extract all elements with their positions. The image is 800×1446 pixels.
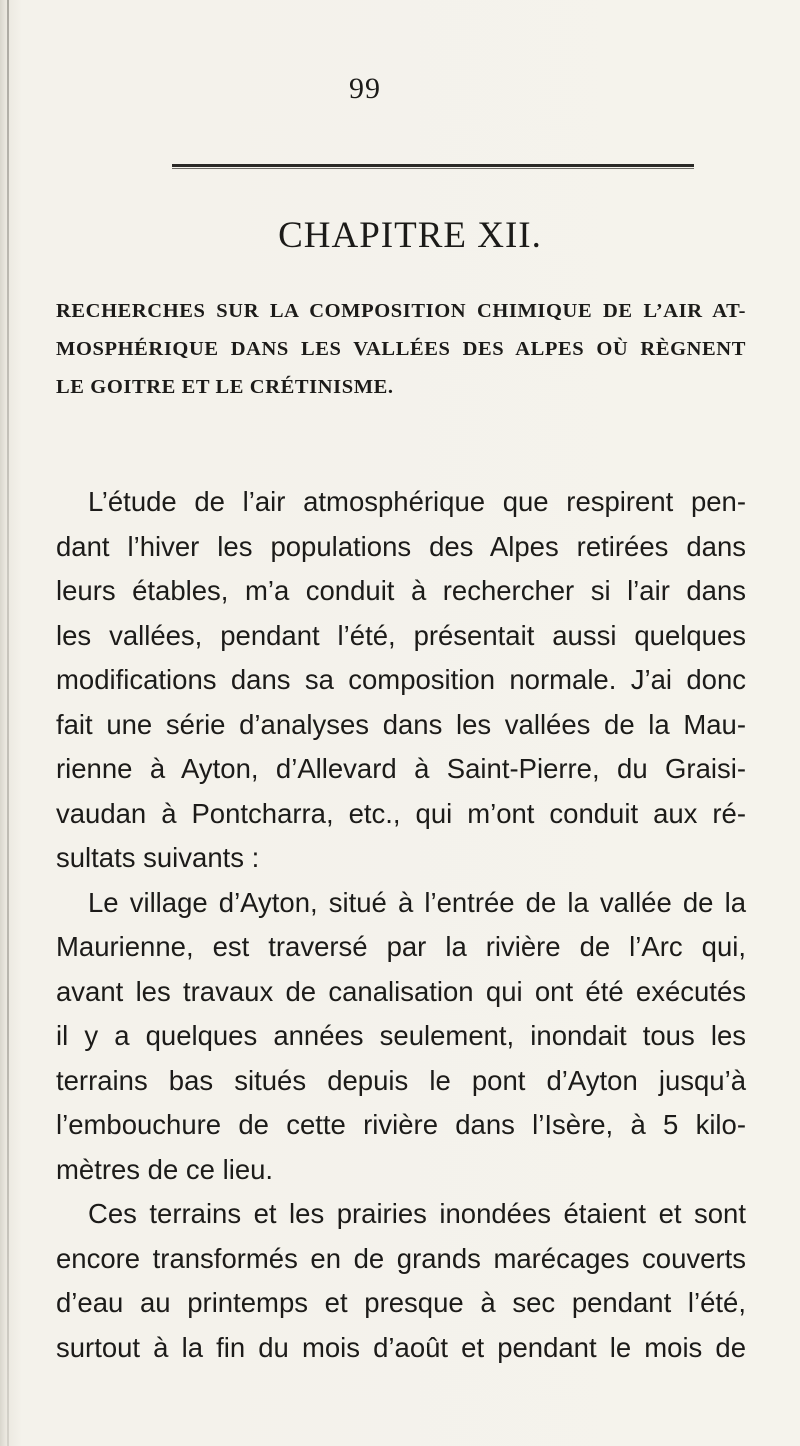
subtitle-line: LE GOITRE ET LE CRÉTINISME. <box>56 376 394 398</box>
body-text <box>56 480 746 1370</box>
subtitle-line: RECHERCHES SUR LA COMPOSITION CHIMIQUE DE L’AIR AT- <box>56 300 746 322</box>
text-line: Le village d’Ayton, situé à l’entrée de la vallée de la <box>88 886 746 918</box>
text-line: d’eau au printemps et presque à sec pendant l’été, <box>56 1287 746 1318</box>
chapter-subtitle <box>56 292 746 406</box>
paragraph-3 <box>56 1192 746 1370</box>
text-line: vaudan à Pontcharra, etc., qui m’ont conduit aux ré- <box>56 797 746 829</box>
text-line: l’embouchure de cette rivière dans l’Isère, à 5 kilo- <box>56 1109 746 1140</box>
text-line: avant les travaux de canalisation qui ont été exécutés <box>56 975 746 1007</box>
paragraph-2 <box>56 881 746 1193</box>
paragraph-1 <box>56 480 746 881</box>
text-line: rienne à Ayton, d’Allevard à Saint-Pierre, du Graisi- <box>56 753 746 784</box>
header-rule-thin <box>172 168 694 169</box>
text-line: il y a quelques années seulement, inondait tous les <box>56 1020 746 1051</box>
subtitle-line: MOSPHÉRIQUE DANS LES VALLÉES DES ALPES OÙ RÈGNENT <box>56 338 746 360</box>
text-line: mètres de ce lieu. <box>56 1153 274 1185</box>
page-number: 99 <box>349 72 381 105</box>
text-line: Maurienne, est traversé par la rivière de l’Arc qui, <box>56 931 746 962</box>
text-line: terrains bas situés depuis le pont d’Ayton jusqu’à <box>56 1064 746 1096</box>
text-line: surtout à la fin du mois d’août et pendant le mois de <box>56 1331 746 1363</box>
text-line: dant l’hiver les populations des Alpes retirées dans <box>56 530 746 562</box>
header-rule <box>172 164 694 167</box>
text-line: les vallées, pendant l’été, présentait aussi quelques <box>56 619 746 651</box>
text-line: leurs étables, m’a conduit à rechercher si l’air dans <box>56 575 746 606</box>
chapter-title: CHAPITRE XII. <box>278 215 542 256</box>
text-line: encore transformés en de grands marécages couverts <box>56 1242 746 1274</box>
text-line: sultats suivants : <box>56 842 260 873</box>
text-line: L’étude de l’air atmosphérique que respirent pen- <box>88 486 746 517</box>
text-line: modifications dans sa composition normale. J’ai donc <box>56 664 746 695</box>
text-line: fait une série d’analyses dans les vallées de la Mau- <box>56 708 746 740</box>
text-line: Ces terrains et les prairies inondées étaient et sont <box>88 1198 746 1229</box>
